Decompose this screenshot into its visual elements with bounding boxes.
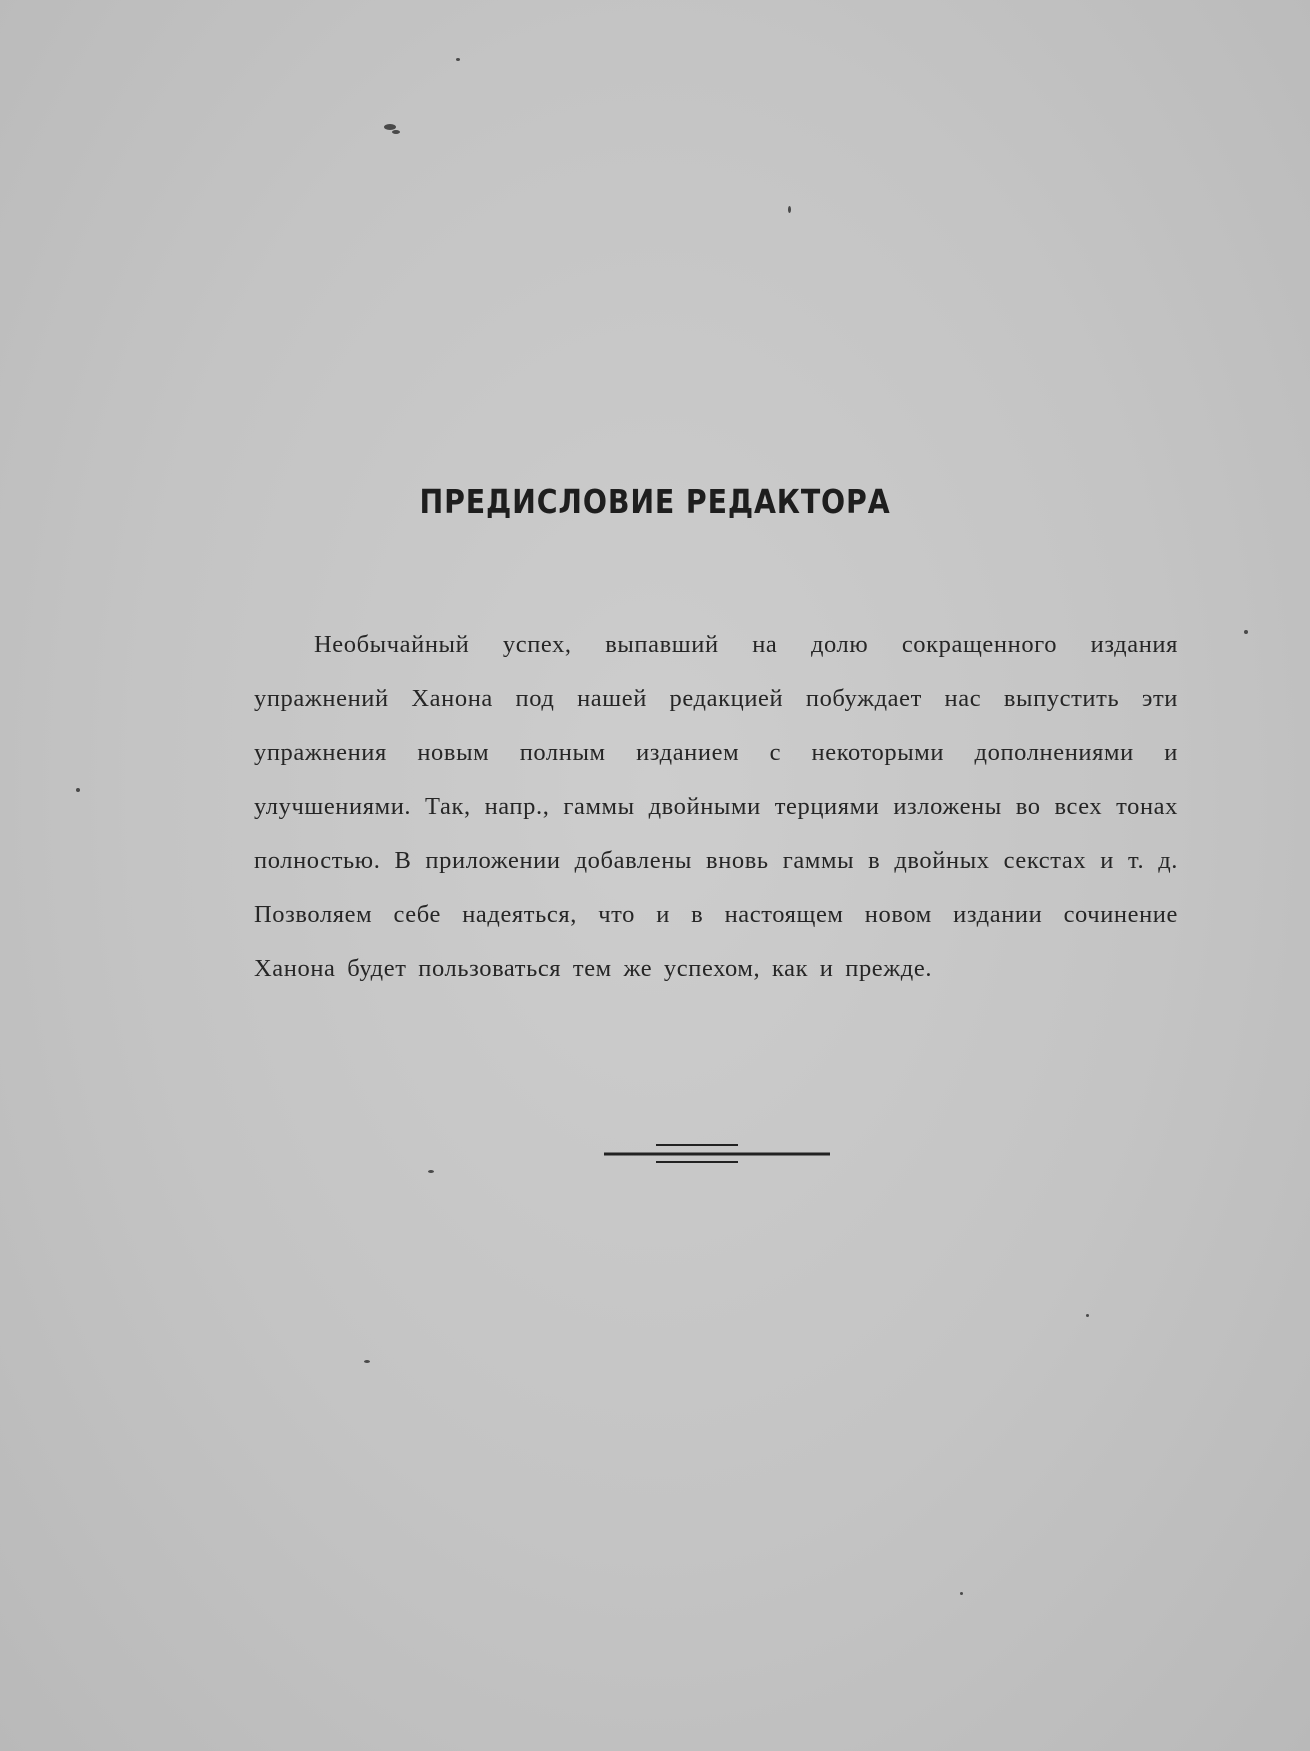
double-rule-ornament [604, 1142, 830, 1168]
ink-speck [392, 130, 400, 134]
ink-speck [428, 1170, 434, 1173]
ink-speck [960, 1592, 963, 1595]
ink-speck [788, 206, 791, 213]
page-title: ПРЕДИСЛОВИЕ РЕДАКТОРА [419, 482, 891, 521]
ink-speck [456, 58, 460, 61]
ink-speck [76, 788, 80, 792]
ink-speck [364, 1360, 370, 1363]
ink-speck [1086, 1314, 1089, 1317]
preface-paragraph: Необычайный успех, выпавший на долю сокращенного издания упражнений Ханона под нашей редакцией побуждает нас выпустить эти упражнения новым полным изданием с некоторыми дополнениями и улучшениями. Так, напр., гаммы двойными терциями изложены во всех тонах полностью. В приложении добавлены вновь гаммы в двойных секстах и т. д. Позволяем себе надеяться, что и в настоящем новом издании сочинение Ханона будет пользоваться тем же успехом, как и прежде. [254, 631, 1178, 982]
ink-speck [1244, 630, 1248, 634]
